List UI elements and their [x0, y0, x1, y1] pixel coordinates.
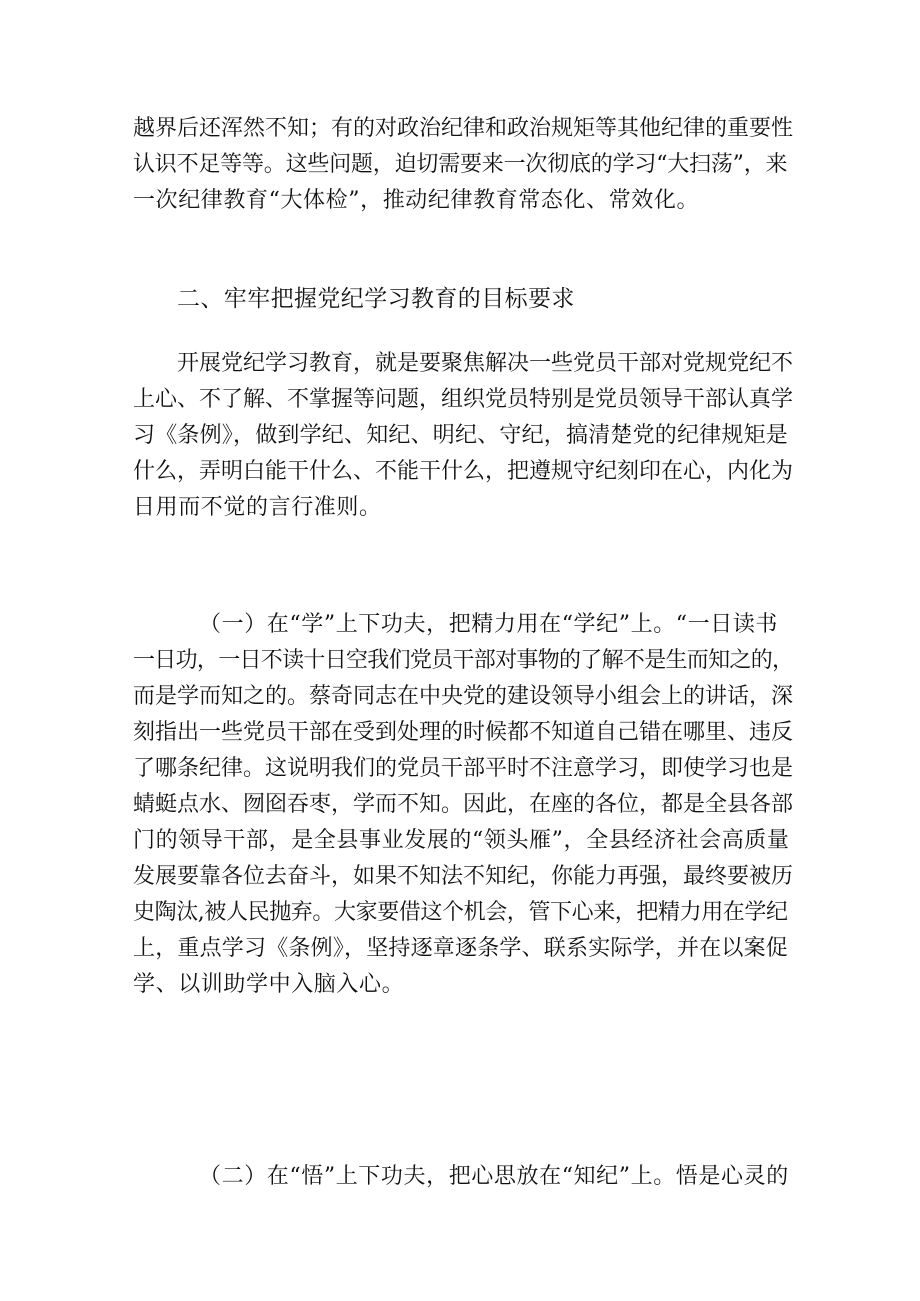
text-line: 开展党纪学习教育，就是要聚焦解决一些党员干部对党规党纪不 [177, 351, 794, 376]
text-line: 蜻蜓点水、囫囵吞枣，学而不知。因此，在座的各位，都是全县各部 [133, 792, 794, 817]
text-line: （二）在“悟”上下功夫，把心思放在“知纪”上。悟是心灵的 [199, 1164, 789, 1189]
paragraph-goals [133, 346, 793, 526]
intro-paragraph [133, 111, 793, 219]
text-line: 而是学而知之的。蔡奇同志在中央党的建设领导小组会上的讲话，深 [133, 684, 794, 709]
text-line: 了哪条纪律。这说明我们的党员干部平时不注意学习，即使学习也是 [133, 756, 794, 781]
text-line: 上心、不了解、不掌握等问题，组织党员特别是党员领导干部认真学 [133, 387, 794, 412]
text-line: 发展要靠各位去奋斗，如果不知法不知纪，你能力再强，最终要被历 [133, 864, 794, 889]
paragraph-understand [133, 1159, 793, 1195]
text-line: 习《条例》，做到学纪、知纪、明纪、守纪，搞清楚党的纪律规矩是 [133, 423, 789, 448]
paragraph-study [133, 607, 793, 1003]
text-line: 认识不足等等。这些问题，迫切需要来一次彻底的学习“大扫荡”，来 [133, 152, 788, 177]
text-line: 一次纪律教育“大体检”，推动纪律教育常态化、常效化。 [133, 188, 700, 213]
text-line: 越界后还浑然不知；有的对政治纪律和政治规矩等其他纪律的重要性 [133, 116, 794, 141]
text-line: 刻指出一些党员干部在受到处理的时候都不知道自己错在哪里、违反 [133, 720, 794, 745]
text-line: 学、以训助学中入脑入心。 [133, 972, 405, 997]
text-line: 门的领导干部，是全县事业发展的“领头雁”，全县经济社会高质量 [133, 828, 790, 853]
text-line: 日用而不觉的言行准则。 [133, 495, 382, 520]
section-heading: 二、牢牢把握党纪学习教育的目标要求 [177, 286, 575, 312]
text-line: 什么，弄明白能干什么、不能干什么，把遵规守纪刻印在心，内化为 [133, 459, 794, 484]
text-line: （一）在“学”上下功夫，把精力用在“学纪”上。“一日读书 [199, 612, 779, 637]
text-line: 一日功，一日不读十日空我们党员干部对事物的了解不是生而知之的， [133, 648, 794, 673]
text-line: 上，重点学习《条例》，坚持逐章逐条学、联系实际学，并在以案促 [133, 936, 789, 961]
text-line: 史陶汰,被人民抛弃。大家要借这个机会，管下心来，把精力用在学纪 [133, 900, 788, 925]
